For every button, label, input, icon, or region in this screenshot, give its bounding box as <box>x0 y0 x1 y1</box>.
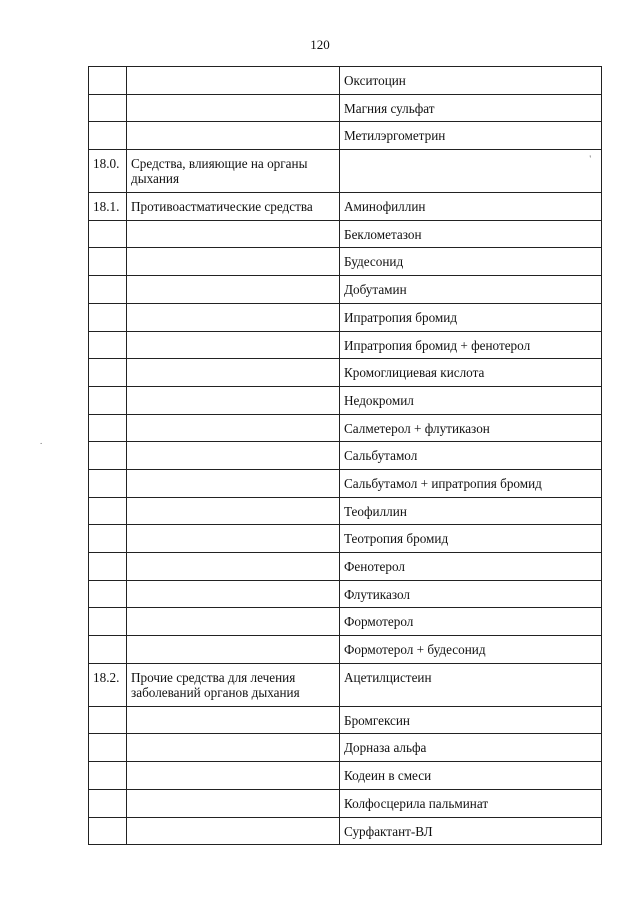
section-number-cell: 18.1. <box>89 193 127 221</box>
drug-name-cell: Беклометазон <box>340 220 602 248</box>
group-name-cell <box>127 94 340 122</box>
group-name-cell <box>127 525 340 553</box>
section-number-cell: 18.0. <box>89 150 127 193</box>
table-row <box>89 817 602 845</box>
table-row <box>89 497 602 525</box>
table-row <box>89 442 602 470</box>
group-name-cell <box>127 817 340 845</box>
section-number-cell <box>89 331 127 359</box>
group-name-cell <box>127 553 340 581</box>
drug-name-cell: Формотерол + будесонид <box>340 636 602 664</box>
drug-name-cell: Кромоглициевая кислота <box>340 359 602 387</box>
drug-name-cell: Салметерол + флутиказон <box>340 414 602 442</box>
group-name-cell <box>127 497 340 525</box>
table-row <box>89 525 602 553</box>
page-number: 120 <box>310 37 330 52</box>
group-name-cell <box>127 636 340 664</box>
group-name-cell <box>127 303 340 331</box>
section-number-cell <box>89 817 127 845</box>
drug-name-cell: Бромгексин <box>340 706 602 734</box>
section-number-cell <box>89 706 127 734</box>
section-number-cell <box>89 248 127 276</box>
drug-name-cell: Теофиллин <box>340 497 602 525</box>
drug-name-cell: Недокромил <box>340 386 602 414</box>
section-number-cell <box>89 359 127 387</box>
group-name-cell <box>127 608 340 636</box>
group-name-cell <box>127 386 340 414</box>
drug-name-cell: Теотропия бромид <box>340 525 602 553</box>
section-number-cell <box>89 608 127 636</box>
section-number-cell <box>89 497 127 525</box>
margin-speck: . <box>40 436 43 446</box>
drug-name-cell: Кодеин в смеси <box>340 762 602 790</box>
table-row <box>89 414 602 442</box>
section-number-cell <box>89 122 127 150</box>
group-name-cell <box>127 331 340 359</box>
section-number-cell <box>89 442 127 470</box>
group-name-cell <box>127 276 340 304</box>
section-number-cell <box>89 553 127 581</box>
section-number-cell <box>89 67 127 95</box>
section-number-cell <box>89 580 127 608</box>
table-row <box>89 608 602 636</box>
section-number-cell <box>89 303 127 331</box>
group-name-cell <box>127 122 340 150</box>
drug-name-cell: Ацетилцистеин <box>340 663 602 706</box>
table-row <box>89 150 602 193</box>
group-name-cell: Противоастматические средства <box>127 193 340 221</box>
group-name-cell: Средства, влияющие на органы дыхания <box>127 150 340 193</box>
group-name-cell <box>127 734 340 762</box>
section-number-cell <box>89 276 127 304</box>
group-name-cell <box>127 580 340 608</box>
section-number-cell <box>89 762 127 790</box>
table-row <box>89 94 602 122</box>
group-name-cell <box>127 442 340 470</box>
drug-name-cell: Колфосцерила пальминат <box>340 789 602 817</box>
section-number-cell <box>89 414 127 442</box>
group-name-cell <box>127 220 340 248</box>
section-number-cell <box>89 734 127 762</box>
table-row <box>89 706 602 734</box>
table-row <box>89 734 602 762</box>
group-name-cell <box>127 469 340 497</box>
table-row <box>89 359 602 387</box>
group-name-cell <box>127 67 340 95</box>
group-name-cell <box>127 359 340 387</box>
table-row <box>89 386 602 414</box>
table-row <box>89 303 602 331</box>
drug-list-table <box>88 66 602 845</box>
table-row <box>89 580 602 608</box>
drug-name-cell <box>340 150 602 193</box>
drug-name-cell: Формотерол <box>340 608 602 636</box>
drug-name-cell: Метилэргометрин <box>340 122 602 150</box>
drug-name-cell: Ипратропия бромид + фенотерол <box>340 331 602 359</box>
section-number-cell: 18.2. <box>89 663 127 706</box>
table-row <box>89 636 602 664</box>
table-row <box>89 553 602 581</box>
table-row <box>89 469 602 497</box>
table-row <box>89 220 602 248</box>
drug-name-cell: Сурфактант-ВЛ <box>340 817 602 845</box>
section-number-cell <box>89 386 127 414</box>
drug-name-cell: Будесонид <box>340 248 602 276</box>
group-name-cell <box>127 248 340 276</box>
section-number-cell <box>89 469 127 497</box>
section-number-cell <box>89 94 127 122</box>
group-name-cell <box>127 789 340 817</box>
table-row <box>89 663 602 706</box>
drug-name-cell: Сальбутамол + ипратропия бромид <box>340 469 602 497</box>
group-name-cell: Прочие средства для лечения заболеваний органов дыхания <box>127 663 340 706</box>
drug-name-cell: Магния сульфат <box>340 94 602 122</box>
table-row <box>89 122 602 150</box>
drug-name-cell: Ипратропия бромид <box>340 303 602 331</box>
section-number-cell <box>89 789 127 817</box>
drug-name-cell: Окситоцин <box>340 67 602 95</box>
table-row <box>89 762 602 790</box>
group-name-cell <box>127 762 340 790</box>
section-number-cell <box>89 220 127 248</box>
drug-name-cell: Аминофиллин <box>340 193 602 221</box>
table-row <box>89 331 602 359</box>
table-row <box>89 193 602 221</box>
drug-name-cell: Сальбутамол <box>340 442 602 470</box>
drug-name-cell: Фенотерол <box>340 553 602 581</box>
table-row <box>89 276 602 304</box>
drug-name-cell: Дорназа альфа <box>340 734 602 762</box>
section-number-cell <box>89 525 127 553</box>
drug-name-cell: Флутиказол <box>340 580 602 608</box>
table-row <box>89 248 602 276</box>
group-name-cell <box>127 706 340 734</box>
group-name-cell <box>127 414 340 442</box>
table-row <box>89 789 602 817</box>
section-number-cell <box>89 636 127 664</box>
scan-mark: ' <box>589 154 591 165</box>
table-row <box>89 67 602 95</box>
drug-name-cell: Добутамин <box>340 276 602 304</box>
